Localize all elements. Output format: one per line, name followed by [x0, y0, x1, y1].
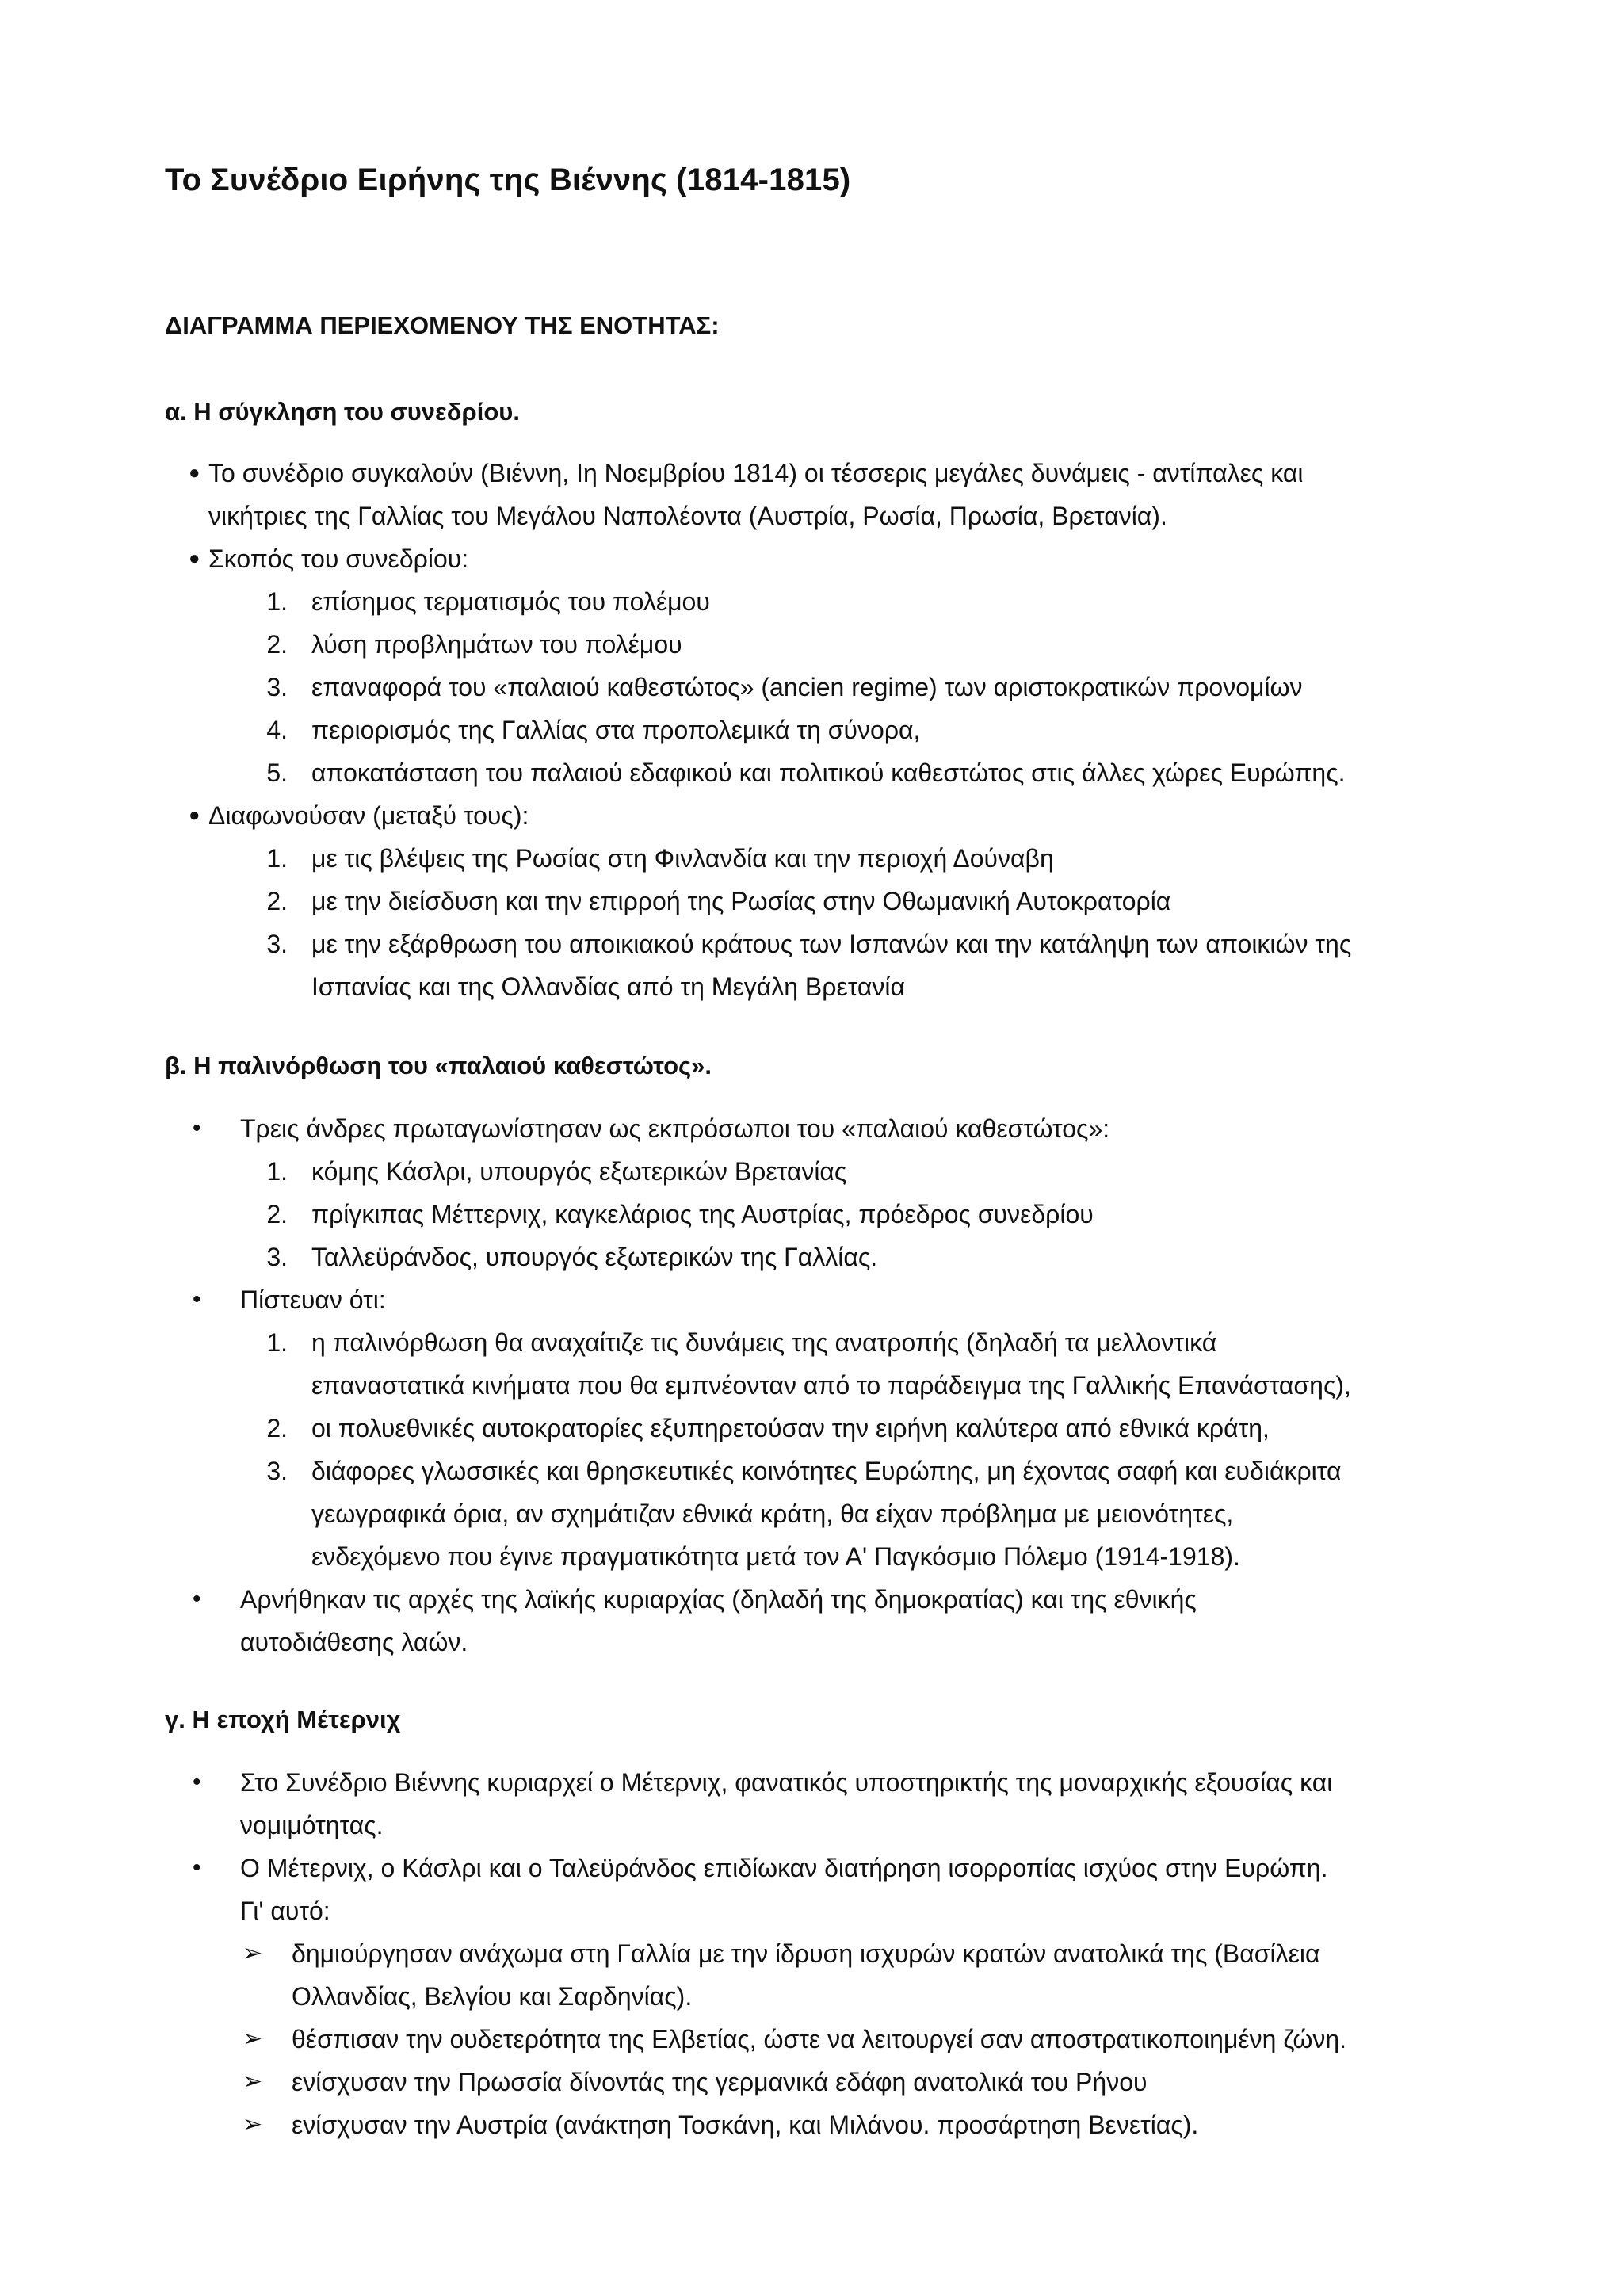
belief-item: διάφορες γλωσσικές και θρησκευτικές κοινότητες Ευρώπης, μη έχοντας σαφή και ευδιάκριτα	[311, 1457, 1342, 1485]
bullet-icon: ●	[189, 462, 200, 483]
section-c-bullet1-line1: Στο Συνέδριο Βιέννης κυριαρχεί ο Μέτερνιχ, φανατικός υποστηρικτής της μοναρχικής εξουσίας και	[240, 1768, 1333, 1797]
arrow-item: δημιούργησαν ανάχωμα στη Γαλλία με την ίδρυση ισχυρών κρατών ανατολικά της (Βασίλεια	[292, 1939, 1320, 1968]
list-number: 2.	[266, 887, 288, 915]
section-c-bullet1-line2: νομιμότητας.	[240, 1811, 384, 1839]
bullet-icon: •	[193, 1855, 201, 1881]
man-item: κόμης Κάσλρι, υπουργός εξωτερικών Βρετανίας	[311, 1157, 847, 1186]
arrow-bullet-icon: ➢	[242, 2111, 263, 2137]
man-item: Ταλλεϋράνδος, υπουργός εξωτερικών της Γαλλίας.	[311, 1243, 878, 1271]
section-b-heading: β. Η παλινόρθωση του «παλαιού καθεστώτος».	[165, 1052, 712, 1079]
section-c-bullet2-line1: Ο Μέτερνιχ, ο Κάσλρι και ο Ταλεϋράνδος επιδίωκαν διατήρηση ισορροπίας ισχύος στην Ευρώπη.	[240, 1854, 1328, 1882]
bullet-icon: •	[193, 1769, 201, 1795]
list-number: 3.	[266, 930, 288, 958]
section-a-bullet1-line1: Το συνέδριο συγκαλούν (Βιέννη, Ιη Νοεμβρίου 1814) οι τέσσερις μεγάλες δυνάμεις - αντίπαλες και	[208, 459, 1304, 487]
document-title: Το Συνέδριο Ειρήνης της Βιέννης (1814-1815)	[165, 162, 851, 197]
arrow-item-cont: Ολλανδίας, Βελγίου και Σαρδηνίας).	[292, 1982, 693, 2011]
purpose-item: αποκατάσταση του παλαιού εδαφικού και πολιτικού καθεστώτος στις άλλες χώρες Ευρώπης.	[311, 758, 1346, 787]
section-b-bullet1: Τρεις άνδρες πρωταγωνίστησαν ως εκπρόσωποι του «παλαιού καθεστώτος»:	[240, 1114, 1110, 1143]
list-number: 5.	[266, 758, 288, 787]
list-number: 4.	[266, 716, 288, 744]
section-c-heading: γ. Η εποχή Μέτερνιχ	[165, 1706, 401, 1733]
belief-item-cont: γεωγραφικά όρια, αν σχημάτιζαν εθνικά κράτη, θα είχαν πρόβλημα με μειονότητες,	[311, 1499, 1234, 1528]
disagreement-item: με την διείσδυση και την επιρροή της Ρωσίας στην Οθωμανική Αυτοκρατορία	[311, 887, 1171, 915]
list-number: 2.	[266, 1200, 288, 1228]
arrow-item: θέσπισαν την ουδετερότητα της Ελβετίας, ώστε να λειτουργεί σαν αποστρατικοποιημένη ζώνη.	[292, 2025, 1346, 2053]
bullet-icon: ●	[189, 548, 200, 569]
arrow-item: ενίσχυσαν την Πρωσσία δίνοντάς της γερμανικά εδάφη ανατολικά του Ρήνου	[292, 2068, 1148, 2096]
section-b-bullet2: Πίστευαν ότι:	[240, 1286, 386, 1314]
arrow-bullet-icon: ➢	[242, 2026, 263, 2052]
disagreement-item-cont: Ισπανίας και της Ολλανδίας από τη Μεγάλη Βρετανία	[311, 972, 905, 1001]
section-a-bullet1-line2: νικήτριες της Γαλλίας του Μεγάλου Ναπολέοντα (Αυστρία, Ρωσία, Πρωσία, Βρετανία).	[208, 502, 1167, 530]
list-number: 1.	[266, 1157, 288, 1186]
bullet-icon: •	[193, 1115, 201, 1141]
list-number: 1.	[266, 587, 288, 616]
section-a-heading: α. Η σύγκληση του συνεδρίου.	[165, 398, 520, 426]
section-b-bullet3-line2: αυτοδιάθεσης λαών.	[240, 1628, 468, 1656]
belief-item: οι πολυεθνικές αυτοκρατορίες εξυπηρετούσαν την ειρήνη καλύτερα από εθνικά κράτη,	[311, 1414, 1270, 1442]
bullet-icon: •	[193, 1586, 201, 1612]
section-b-bullet3-line1: Αρνήθηκαν τις αρχές της λαϊκής κυριαρχίας (δηλαδή της δημοκρατίας) και της εθνικής	[240, 1585, 1197, 1614]
belief-item-cont: ενδεχόμενο που έγινε πραγματικότητα μετά τον Α' Παγκόσμιο Πόλεμο (1914-1918).	[311, 1542, 1240, 1571]
belief-item-cont: επαναστατικά κινήματα που θα εμπνέονταν από το παράδειγμα της Γαλλικής Επανάστασης),	[311, 1371, 1351, 1400]
purpose-item: περιορισμός της Γαλλίας στα προπολεμικά τη σύνορα,	[311, 716, 921, 744]
arrow-bullet-icon: ➢	[242, 1940, 263, 1966]
section-a-bullet3: Διαφωνούσαν (μεταξύ τους):	[208, 801, 529, 830]
list-number: 3.	[266, 673, 288, 701]
belief-item: η παλινόρθωση θα αναχαίτιζε τις δυνάμεις της ανατροπής (δηλαδή τα μελλοντικά	[311, 1328, 1217, 1357]
list-number: 1.	[266, 1328, 288, 1357]
list-number: 2.	[266, 1414, 288, 1442]
bullet-icon: •	[193, 1286, 201, 1312]
list-number: 2.	[266, 630, 288, 659]
list-number: 1.	[266, 844, 288, 873]
purpose-item: λύση προβλημάτων του πολέμου	[311, 630, 682, 659]
man-item: πρίγκιπας Μέττερνιχ, καγκελάριος της Αυστρίας, πρόεδρος συνεδρίου	[311, 1200, 1094, 1228]
purpose-item: επίσημος τερματισμός του πολέμου	[311, 587, 710, 616]
section-a-bullet2: Σκοπός του συνεδρίου:	[208, 544, 469, 573]
purpose-item: επαναφορά του «παλαιού καθεστώτος» (ancien regime) των αριστοκρατικών προνομίων	[311, 673, 1303, 701]
outline-heading: ΔΙΑΓΡΑΜΜΑ ΠΕΡΙΕΧΟΜΕΝΟΥ ΤΗΣ ΕΝΟΤΗΤΑΣ:	[165, 311, 720, 339]
list-number: 3.	[266, 1243, 288, 1271]
arrow-item: ενίσχυσαν την Αυστρία (ανάκτηση Τοσκάνη, και Μιλάνου. προσάρτηση Βενετίας).	[292, 2111, 1199, 2139]
bullet-icon: ●	[189, 804, 200, 826]
disagreement-item: με την εξάρθρωση του αποικιακού κράτους των Ισπανών και την κατάληψη των αποικιών της	[311, 930, 1352, 958]
arrow-bullet-icon: ➢	[242, 2069, 263, 2095]
section-c-bullet2-line2: Γι' αυτό:	[240, 1897, 330, 1925]
disagreement-item: με τις βλέψεις της Ρωσίας στη Φινλανδία και την περιοχή Δούναβη	[311, 844, 1054, 873]
list-number: 3.	[266, 1457, 288, 1485]
